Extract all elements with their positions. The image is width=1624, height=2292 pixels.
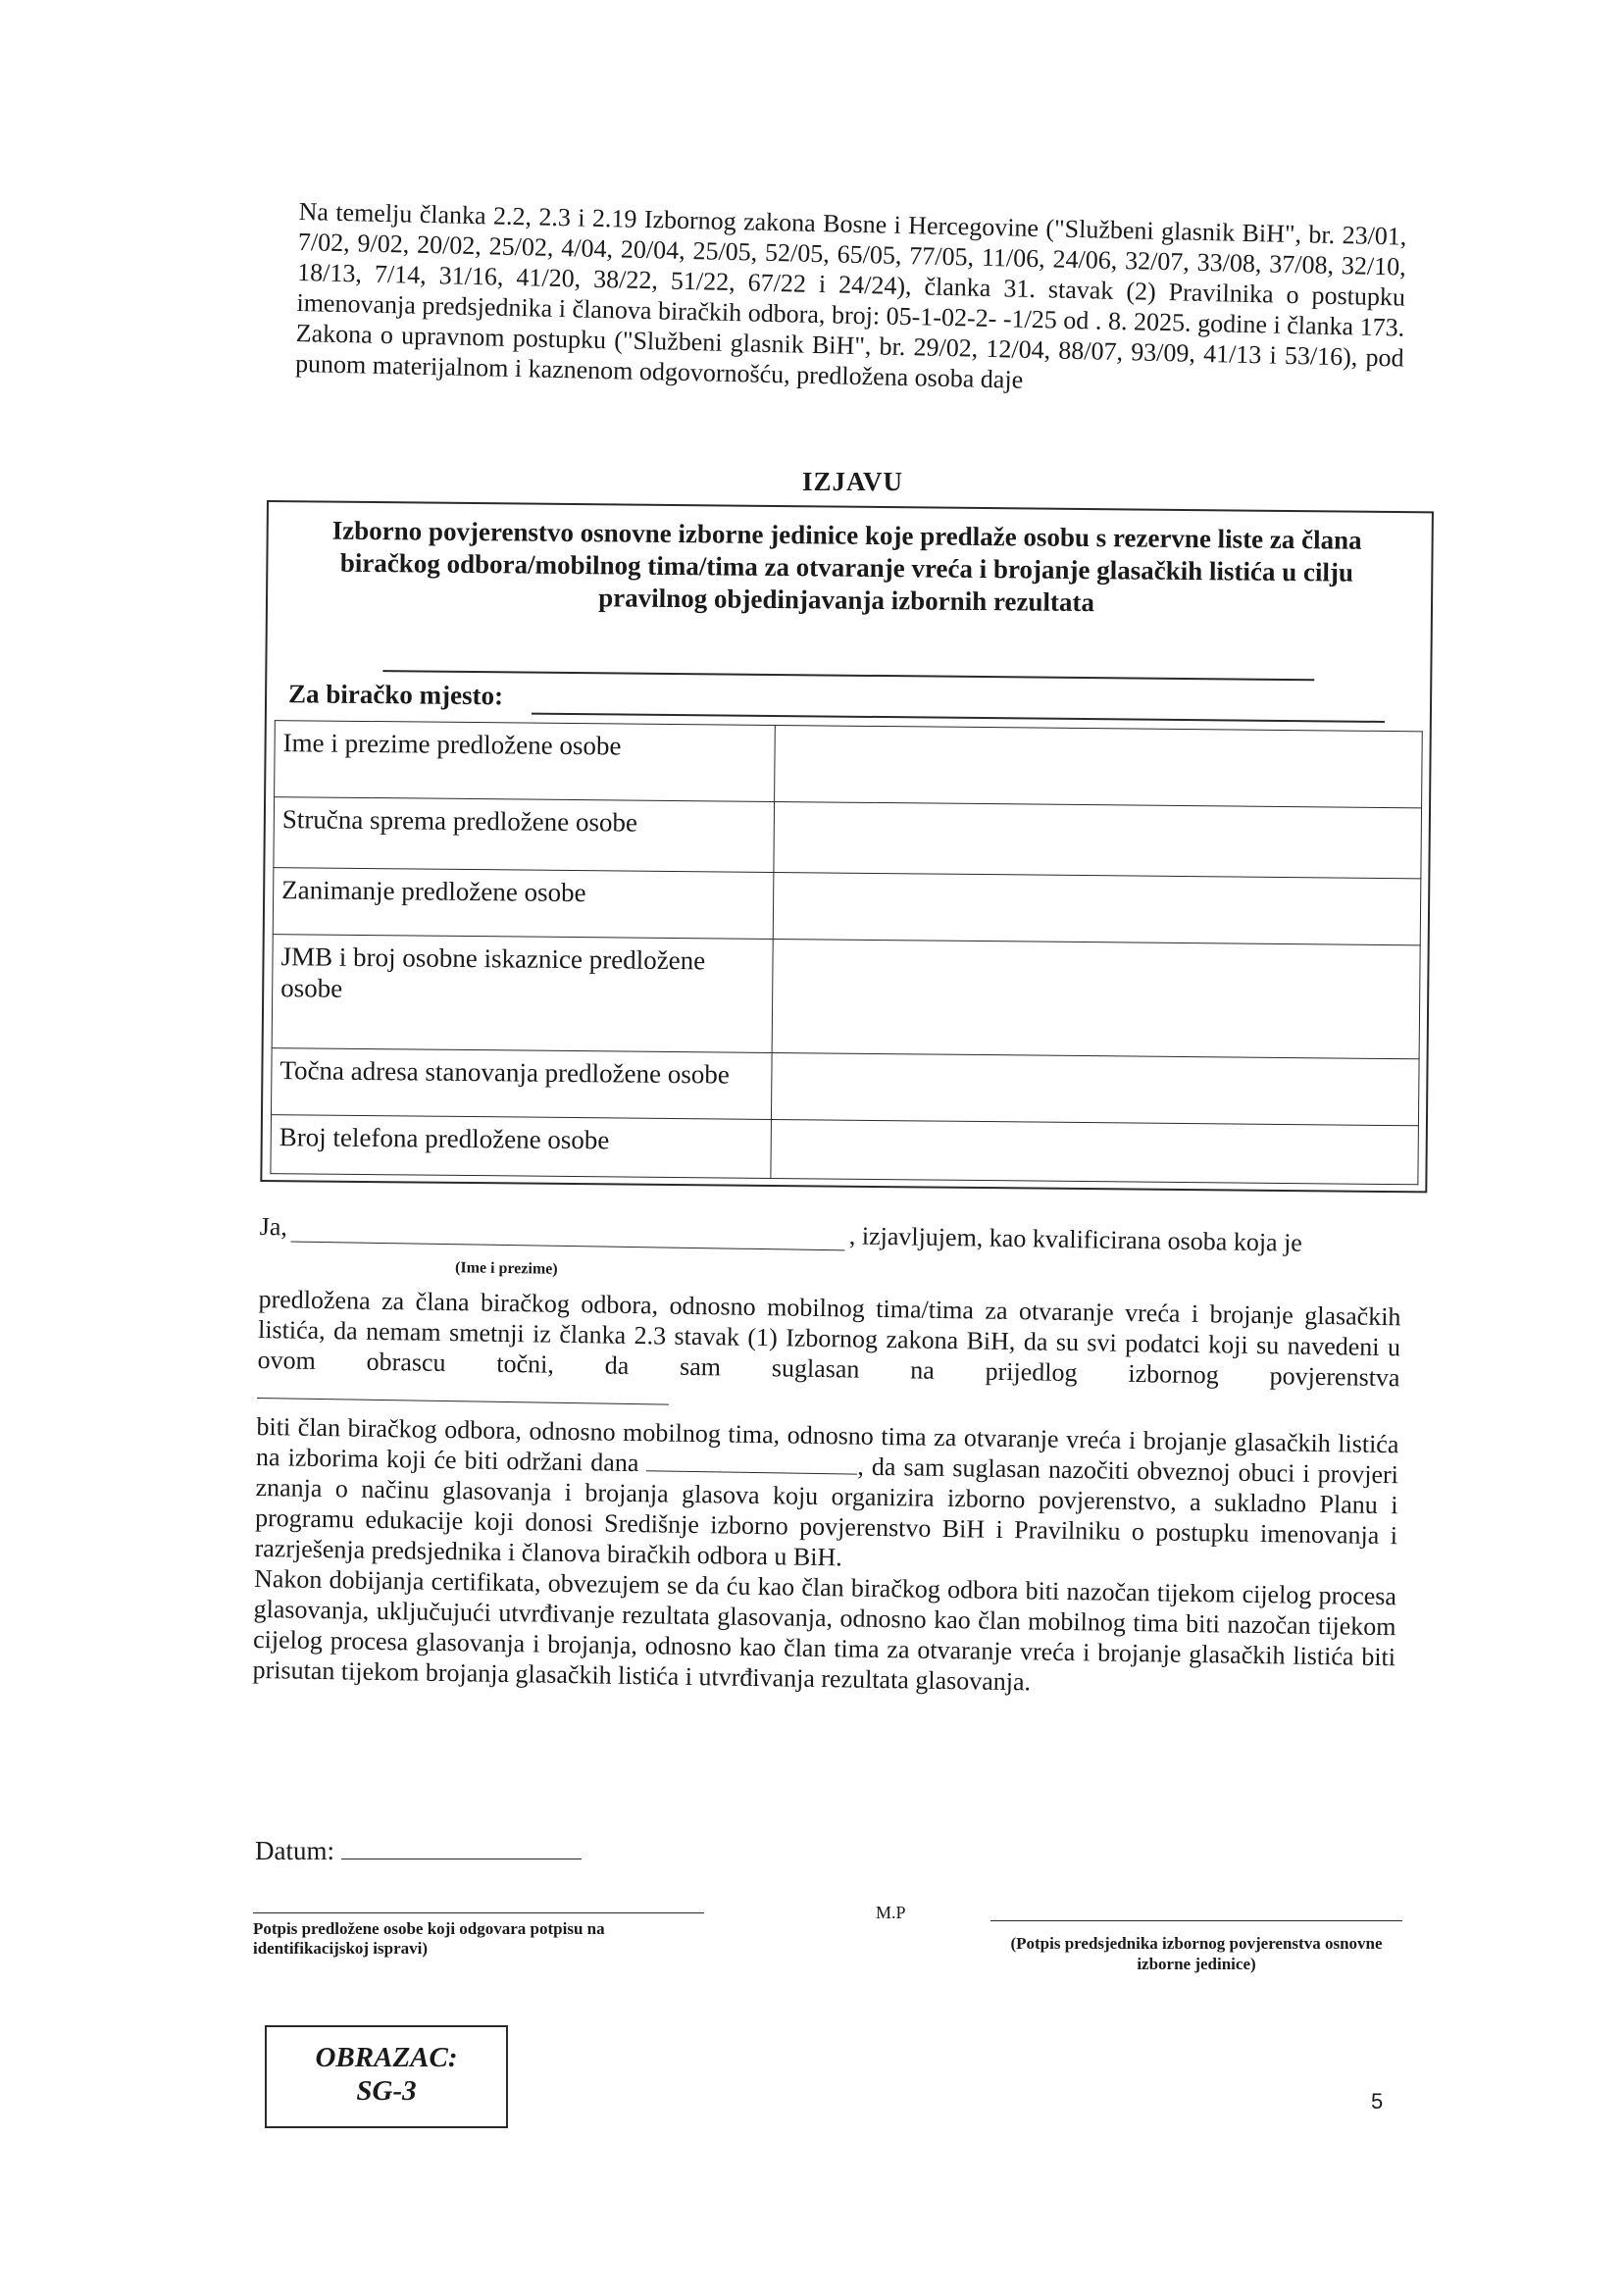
- form-code-box: [265, 2025, 508, 2128]
- candidate-details-table: [270, 720, 1422, 1185]
- field-label: Stručna sprema predložene osobe: [274, 797, 775, 873]
- table-row: [274, 797, 1422, 879]
- field-label: Broj telefona predložene osobe: [271, 1115, 772, 1179]
- field-label: JMB i broj osobne iskaznice predložene osobe: [272, 935, 773, 1053]
- field-value-cell[interactable]: [773, 872, 1421, 944]
- field-value-cell[interactable]: [772, 939, 1420, 1058]
- declaration-heading: IZJAVU: [802, 467, 904, 496]
- page-number: 5: [1371, 2089, 1384, 2114]
- candidate-signature-line[interactable]: [253, 1912, 704, 1913]
- title-underline: [382, 670, 1314, 681]
- table-row: [275, 721, 1423, 808]
- declaration-part-1: predložena za člana biračkog odbora, odnosno mobilnog tima/tima za otvaranje vreća i brojanje glasačkih listića, da nemam smetnji iz članka 2.3 stavak (1) Izbornog zakona BiH, da su svi podatci koji su navedeni u ovom obrascu točni, da sam suglasan na prijedlog izbornog povjerenstva: [257, 1284, 1401, 1423]
- declaration-after-name: , izjavljujem, kao kvalificirana osoba koja je: [848, 1221, 1303, 1257]
- polling-station-row: [288, 679, 1416, 720]
- declaration-part-2: biti član biračkog odbora, odnosno mobilnog tima, odnosno tima za otvaranje vreća i brojanje glasačkih listića na izborima koji će biti održani dana , da sam suglasan nazočiti obveznoj obuci i provjeri znanja o načinu glasovanja i brojanja glasova koju organizira izborno povjerenstvo, a sukladno Planu i programu edukacije koji donosi Središnje izborno povjerenstvo BiH i Pravilniku o postupku imenovanja i razrješenja predsjednika i članova biračkih odbora u BiH.: [254, 1411, 1399, 1572]
- table-row: [273, 868, 1421, 945]
- table-row: [271, 1115, 1419, 1185]
- date-field: [255, 1834, 582, 1866]
- declaration-text: [252, 1211, 1401, 1703]
- name-input-line[interactable]: [291, 1219, 845, 1251]
- legal-basis-text: Na temelju članka 2.2, 2.3 i 2.19 Izbornog zakona Bosne i Hercegovine ("Službeni glasnik BiH", br. 23/01, 7/02, 9/02, 20/02, 25/02, 4/04, 20/04, 25/05, 52/05, 65/05, 77/05, 11/06, 24/06, 32/07, 33/08, 37/08, 32/10, 18/13, 7/14, 31/16, 41/20, 38/22, 51/22, 67/22 i 24/24), članka 31. stavak (2) Pravilnika o postupku imenovanja predsjednika i članova biračkih odbora, broj: 05-1-02-2- -1/25 od . 8. 2025. godine i članka 173. Zakona o upravnom postupku ("Službeni glasnik BiH", br. 29/02, 12/04, 88/07, 93/09, 41/13 i 53/16), pod punom materijalnom i kaznenom odgovornošću, predložena osoba daje: [294, 196, 1407, 394]
- polling-station-label: Za biračko mjesto:: [287, 679, 504, 711]
- field-value-cell[interactable]: [775, 725, 1423, 807]
- table-row: [271, 1048, 1419, 1126]
- field-label: Ime i prezime predložene osobe: [275, 721, 776, 802]
- field-value-cell[interactable]: [771, 1119, 1419, 1184]
- form-box-title: Izborno povjerenstvo osnovne izborne jedinice koje predlaže osobu s rezervne liste za člana biračkog odbora/mobilnog tima/tima za otvaranje vreća i brojanje glasačkih listića u cilju pravilnog objedinjavanja izbornih rezultata: [331, 515, 1362, 618]
- declaration-part-3: Nakon dobijanja certifikata, obvezujem se da ću kao član biračkog odbora biti nazočan tijekom cijelog procesa glasovanja, uključujući utvrđivanje rezultata glasovanja, odnosno kao član mobilnog tima biti nazočan tijekom cijelog procesa glasovanja i brojanja, odnosno kao član tima za otvaranje vreća i brojanje glasačkih listića biti prisutan tijekom brojanja glasačkih listića i utvrđivanja rezultata glasovanja.: [252, 1563, 1397, 1697]
- field-value-cell[interactable]: [774, 801, 1422, 878]
- chairman-signature-line[interactable]: [990, 1920, 1402, 1921]
- declaration-prefix: Ja,: [259, 1211, 288, 1242]
- field-value-cell[interactable]: [771, 1052, 1419, 1125]
- candidate-signature-caption: Potpis predložene osobe koji odgovara potpisu na identifikacijskoj ispravi): [253, 1919, 605, 1958]
- date-input-line[interactable]: [341, 1834, 582, 1859]
- date-label: Datum:: [255, 1836, 334, 1865]
- form-code-value: SG-3: [356, 2075, 417, 2107]
- declaration-first-line: [260, 1211, 1402, 1259]
- legal-basis-paragraph: [295, 196, 1407, 404]
- candidate-signature-block: [253, 1912, 704, 1959]
- chairman-signature-caption: (Potpis predsjednika izbornog povjerenstva osnovne izborne jedinice): [1010, 1934, 1383, 1973]
- form-code-label: OBRAZAC:: [315, 2042, 458, 2073]
- field-label: Točna adresa stanovanja predložene osobe: [271, 1048, 772, 1120]
- table-row: [272, 935, 1420, 1059]
- nomination-form-box: [260, 500, 1434, 1193]
- name-caption: (Ime i prezime): [454, 1259, 558, 1278]
- chairman-signature-block: [990, 1920, 1402, 1974]
- stamp-placeholder: M.P: [876, 1903, 906, 1922]
- commission-input-line[interactable]: [257, 1377, 669, 1405]
- election-date-input-line[interactable]: [646, 1450, 857, 1474]
- field-label: Zanimanje predložene osobe: [273, 868, 774, 940]
